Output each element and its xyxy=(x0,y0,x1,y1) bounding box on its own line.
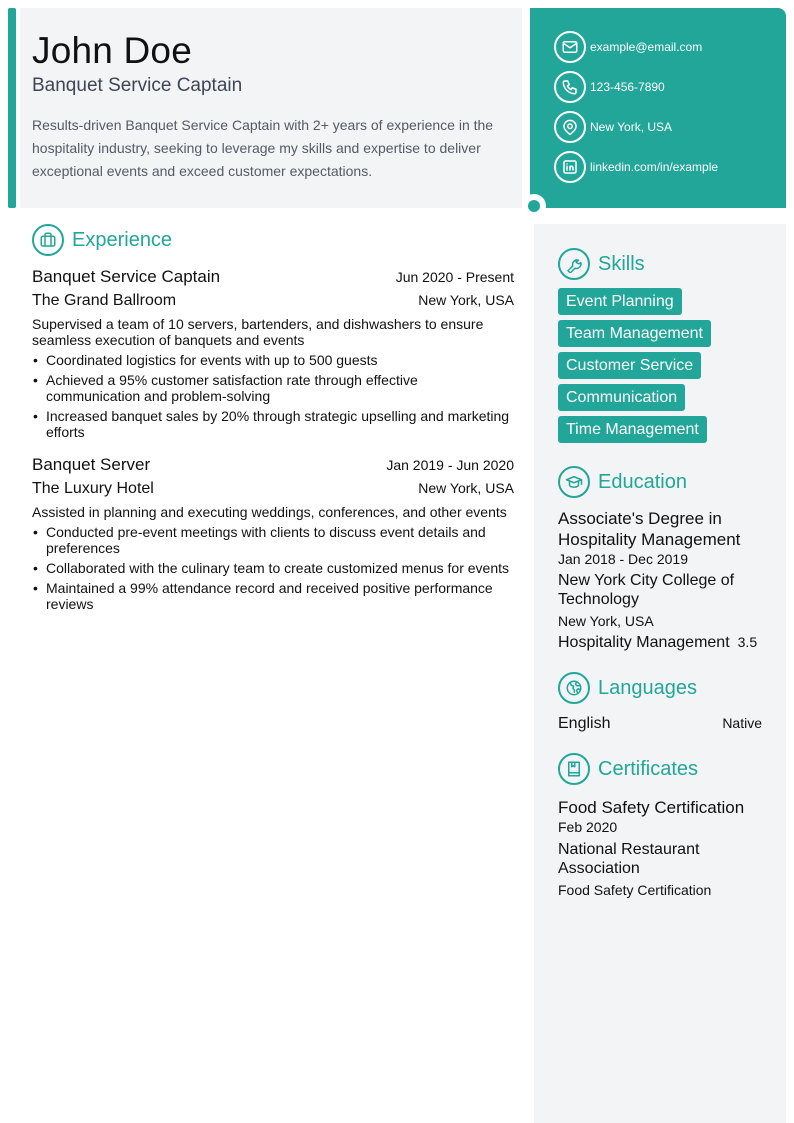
wrench-icon xyxy=(558,248,590,280)
certificate-name: Food Safety Certification xyxy=(558,798,745,817)
main-column xyxy=(32,224,514,616)
languages-title: Languages xyxy=(598,676,697,699)
job-company: The Luxury Hotel xyxy=(32,480,154,497)
education-gpa: 3.5 xyxy=(737,634,758,650)
job-entry xyxy=(32,454,514,612)
accent-bar xyxy=(8,8,16,208)
job-bullet: • Collaborated with the culinary team to create customized menus for events xyxy=(32,560,514,576)
contact-panel xyxy=(530,8,786,208)
certificates-title: Certificates xyxy=(598,757,699,780)
contact-email[interactable] xyxy=(554,31,786,63)
certificate-icon xyxy=(558,753,590,785)
education-location: New York, USA xyxy=(558,613,654,629)
certificate-issuer: National Restaurant Association xyxy=(558,841,700,877)
job-company: The Grand Ballroom xyxy=(32,292,177,309)
education-field: Hospitality Management xyxy=(558,634,730,651)
language-level: Native xyxy=(722,715,762,731)
candidate-title: Banquet Service Captain xyxy=(32,75,243,96)
job-entry xyxy=(32,266,514,440)
contact-location-text: New York, USA xyxy=(590,120,673,134)
linkedin-icon xyxy=(554,151,586,183)
experience-heading xyxy=(32,224,514,256)
phone-icon xyxy=(554,71,586,103)
job-description: Assisted in planning and executing weddings, conferences, and other events xyxy=(32,504,507,520)
header-panel xyxy=(20,8,522,208)
job-bullet: • Increased banquet sales by 20% through strategic upselling and marketing efforts xyxy=(32,408,514,440)
languages-heading xyxy=(558,672,762,704)
contact-phone-text: 123-456-7890 xyxy=(590,80,665,94)
certificates-heading xyxy=(558,753,762,785)
candidate-name: John Doe xyxy=(32,30,192,71)
skill-tag: Event Planning xyxy=(558,288,682,315)
education-title: Education xyxy=(598,470,687,493)
skill-tag: Communication xyxy=(558,384,685,411)
language-row xyxy=(558,714,762,733)
certificate-subtitle: Food Safety Certification xyxy=(558,882,712,898)
contact-location xyxy=(554,111,786,143)
education-degree: Associate's Degree in Hospitality Management xyxy=(558,509,741,549)
job-description: Supervised a team of 10 servers, bartenders, and dishwashers to ensure seamless execution of banquets and events xyxy=(32,316,484,348)
contact-email-text: example@email.com xyxy=(590,40,703,54)
skill-tag: Team Management xyxy=(558,320,711,347)
job-bullet: • Achieved a 95% customer satisfaction rate through effective communication and problem-solving xyxy=(32,372,514,404)
job-title: Banquet Server xyxy=(32,455,151,474)
language-name: English xyxy=(558,715,611,732)
job-bullet: • Conducted pre-event meetings with clients to discuss event details and preferences xyxy=(32,524,514,556)
envelope-icon xyxy=(554,31,586,63)
education-dates: Jan 2018 - Dec 2019 xyxy=(558,551,688,567)
globe-icon xyxy=(558,672,590,704)
job-location: New York, USA xyxy=(418,292,514,308)
contact-linkedin[interactable] xyxy=(554,151,786,183)
contact-phone[interactable] xyxy=(554,71,786,103)
job-bullets xyxy=(32,352,514,440)
job-location: New York, USA xyxy=(418,480,514,496)
job-bullets xyxy=(32,524,514,612)
timeline-dot xyxy=(528,200,540,212)
education-school: New York City College of Technology xyxy=(558,572,735,608)
briefcase-icon xyxy=(32,224,64,256)
education-heading xyxy=(558,466,762,498)
skill-tag: Time Management xyxy=(558,416,707,443)
contact-linkedin-text: linkedin.com/in/example xyxy=(590,160,719,174)
summary-text: Results-driven Banquet Service Captain with 2+ years of experience in the hospitality industry, seeking to leverage my skills and expertise to deliver exceptional events and exceed customer expectations. xyxy=(32,117,494,179)
skills-title: Skills xyxy=(598,252,645,275)
experience-title: Experience xyxy=(72,228,173,251)
education-field-row xyxy=(558,633,762,652)
certificate-date: Feb 2020 xyxy=(558,819,618,835)
job-dates: Jan 2019 - Jun 2020 xyxy=(386,457,514,473)
skills-list xyxy=(558,288,762,448)
graduation-cap-icon xyxy=(558,466,590,498)
skills-heading xyxy=(558,248,762,280)
job-title: Banquet Service Captain xyxy=(32,267,221,286)
map-pin-icon xyxy=(554,111,586,143)
job-dates: Jun 2020 - Present xyxy=(395,269,514,285)
job-bullet: • Coordinated logistics for events with up to 500 guests xyxy=(32,352,514,368)
sidebar xyxy=(534,224,786,1123)
job-bullet: • Maintained a 99% attendance record and received positive performance reviews xyxy=(32,580,514,612)
skill-tag: Customer Service xyxy=(558,352,701,379)
